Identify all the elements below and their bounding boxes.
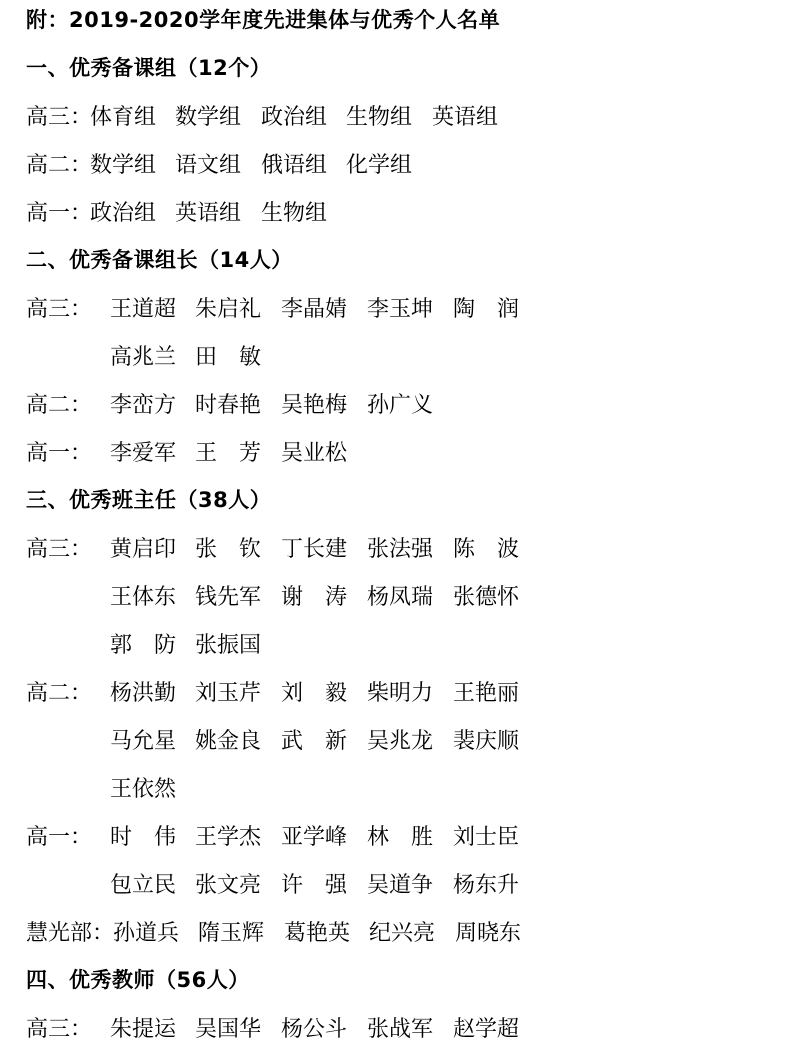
list-row <box>0 1008 800 1056</box>
list-item: 杨公斗 <box>281 1017 348 1042</box>
grade-label: 慧光部： <box>26 921 115 946</box>
list-item: 吴艳梅 <box>281 393 348 418</box>
grade-label: 高二： <box>26 153 93 178</box>
list-item: 刘士臣 <box>453 825 520 850</box>
list-item: 亚学峰 <box>281 825 348 850</box>
list-item: 丁长建 <box>281 537 348 562</box>
list-item: 武 新 <box>281 729 348 754</box>
grade-label: 高一： <box>26 201 93 226</box>
list-item: 体育组 <box>90 105 157 130</box>
list-row <box>0 672 800 720</box>
list-item: 李晶婧 <box>281 297 348 322</box>
list-item: 葛艳英 <box>284 921 351 946</box>
list-item: 赵学超 <box>453 1017 520 1042</box>
section-heading-line <box>0 240 800 288</box>
list-item: 高兆兰 <box>110 345 177 370</box>
list-item: 吴道争 <box>367 873 434 898</box>
list-item: 郭 防 <box>110 633 177 658</box>
list-item: 俄语组 <box>261 153 328 178</box>
list-row <box>0 528 800 576</box>
list-row <box>0 144 800 192</box>
list-item: 生物组 <box>261 201 328 226</box>
list-item: 化学组 <box>346 153 413 178</box>
list-row <box>0 192 800 240</box>
list-item: 朱提运 <box>110 1017 177 1042</box>
list-item: 王体东 <box>110 585 177 610</box>
list-item: 杨东升 <box>453 873 520 898</box>
list-item: 纪兴亮 <box>369 921 436 946</box>
list-item: 黄启印 <box>110 537 177 562</box>
list-item: 陶 润 <box>453 297 520 322</box>
list-item: 吴国华 <box>195 1017 262 1042</box>
list-item: 钱先军 <box>195 585 262 610</box>
list-item: 王艳丽 <box>453 681 520 706</box>
list-item: 吴业松 <box>281 441 348 466</box>
list-row <box>0 816 800 864</box>
list-row <box>0 720 800 768</box>
list-item: 姚金良 <box>195 729 262 754</box>
document-title: 附：2019-2020学年度先进集体与优秀个人名单 <box>26 8 501 32</box>
grade-label: 高二： <box>26 393 93 418</box>
list-item: 陈 波 <box>453 537 520 562</box>
list-item: 周晓东 <box>455 921 522 946</box>
list-item: 王道超 <box>110 297 177 322</box>
list-item: 张德怀 <box>453 585 520 610</box>
list-row <box>0 336 800 384</box>
list-item: 林 胜 <box>367 825 434 850</box>
list-item: 刘玉芹 <box>195 681 262 706</box>
list-item: 语文组 <box>175 153 242 178</box>
list-row <box>0 384 800 432</box>
list-item: 许 强 <box>281 873 348 898</box>
list-item: 张文亮 <box>195 873 262 898</box>
list-row <box>0 96 800 144</box>
list-item: 时 伟 <box>110 825 177 850</box>
list-item: 李峦方 <box>110 393 177 418</box>
list-item: 英语组 <box>175 201 242 226</box>
list-item: 政治组 <box>90 201 157 226</box>
list-item: 数学组 <box>90 153 157 178</box>
list-item: 谢 涛 <box>281 585 348 610</box>
section-heading: 三、优秀班主任（38人） <box>26 488 272 512</box>
list-item: 朱启礼 <box>195 297 262 322</box>
list-row <box>0 912 800 960</box>
list-item: 政治组 <box>261 105 328 130</box>
list-item: 时春艳 <box>195 393 262 418</box>
list-item: 孙道兵 <box>113 921 180 946</box>
grade-label: 高三： <box>26 105 93 130</box>
list-item: 杨凤瑞 <box>367 585 434 610</box>
list-item: 马允星 <box>110 729 177 754</box>
list-item: 张 钦 <box>195 537 262 562</box>
list-item: 李爱军 <box>110 441 177 466</box>
section-heading: 二、优秀备课组长（14人） <box>26 248 293 272</box>
list-item: 张法强 <box>367 537 434 562</box>
list-item: 杨洪勤 <box>110 681 177 706</box>
grade-label: 高三： <box>26 537 93 562</box>
list-row <box>0 432 800 480</box>
list-item: 刘 毅 <box>281 681 348 706</box>
list-item: 孙广义 <box>367 393 434 418</box>
list-item: 李玉坤 <box>367 297 434 322</box>
list-item: 王依然 <box>110 777 177 802</box>
list-item: 数学组 <box>175 105 242 130</box>
list-item: 田 敏 <box>195 345 262 370</box>
list-item: 柴明力 <box>367 681 434 706</box>
section-heading-line <box>0 480 800 528</box>
section-heading: 四、优秀教师（56人） <box>26 968 250 992</box>
list-item: 生物组 <box>346 105 413 130</box>
list-item: 王 芳 <box>195 441 262 466</box>
section-heading-line <box>0 960 800 1008</box>
title-line <box>0 0 800 48</box>
list-item: 裴庆顺 <box>453 729 520 754</box>
list-item: 吴兆龙 <box>367 729 434 754</box>
list-row <box>0 768 800 816</box>
section-heading-line <box>0 48 800 96</box>
grade-label: 高一： <box>26 825 93 850</box>
grade-label: 高三： <box>26 297 93 322</box>
list-item: 张振国 <box>195 633 262 658</box>
list-item: 包立民 <box>110 873 177 898</box>
grade-label: 高二： <box>26 681 93 706</box>
list-item: 隋玉辉 <box>198 921 265 946</box>
list-item: 英语组 <box>432 105 499 130</box>
section-heading: 一、优秀备课组（12个） <box>26 56 272 80</box>
list-row <box>0 864 800 912</box>
list-item: 张战军 <box>367 1017 434 1042</box>
grade-label: 高三： <box>26 1017 93 1042</box>
list-row <box>0 576 800 624</box>
list-row <box>0 288 800 336</box>
grade-label: 高一： <box>26 441 93 466</box>
list-row <box>0 624 800 672</box>
list-item: 王学杰 <box>195 825 262 850</box>
